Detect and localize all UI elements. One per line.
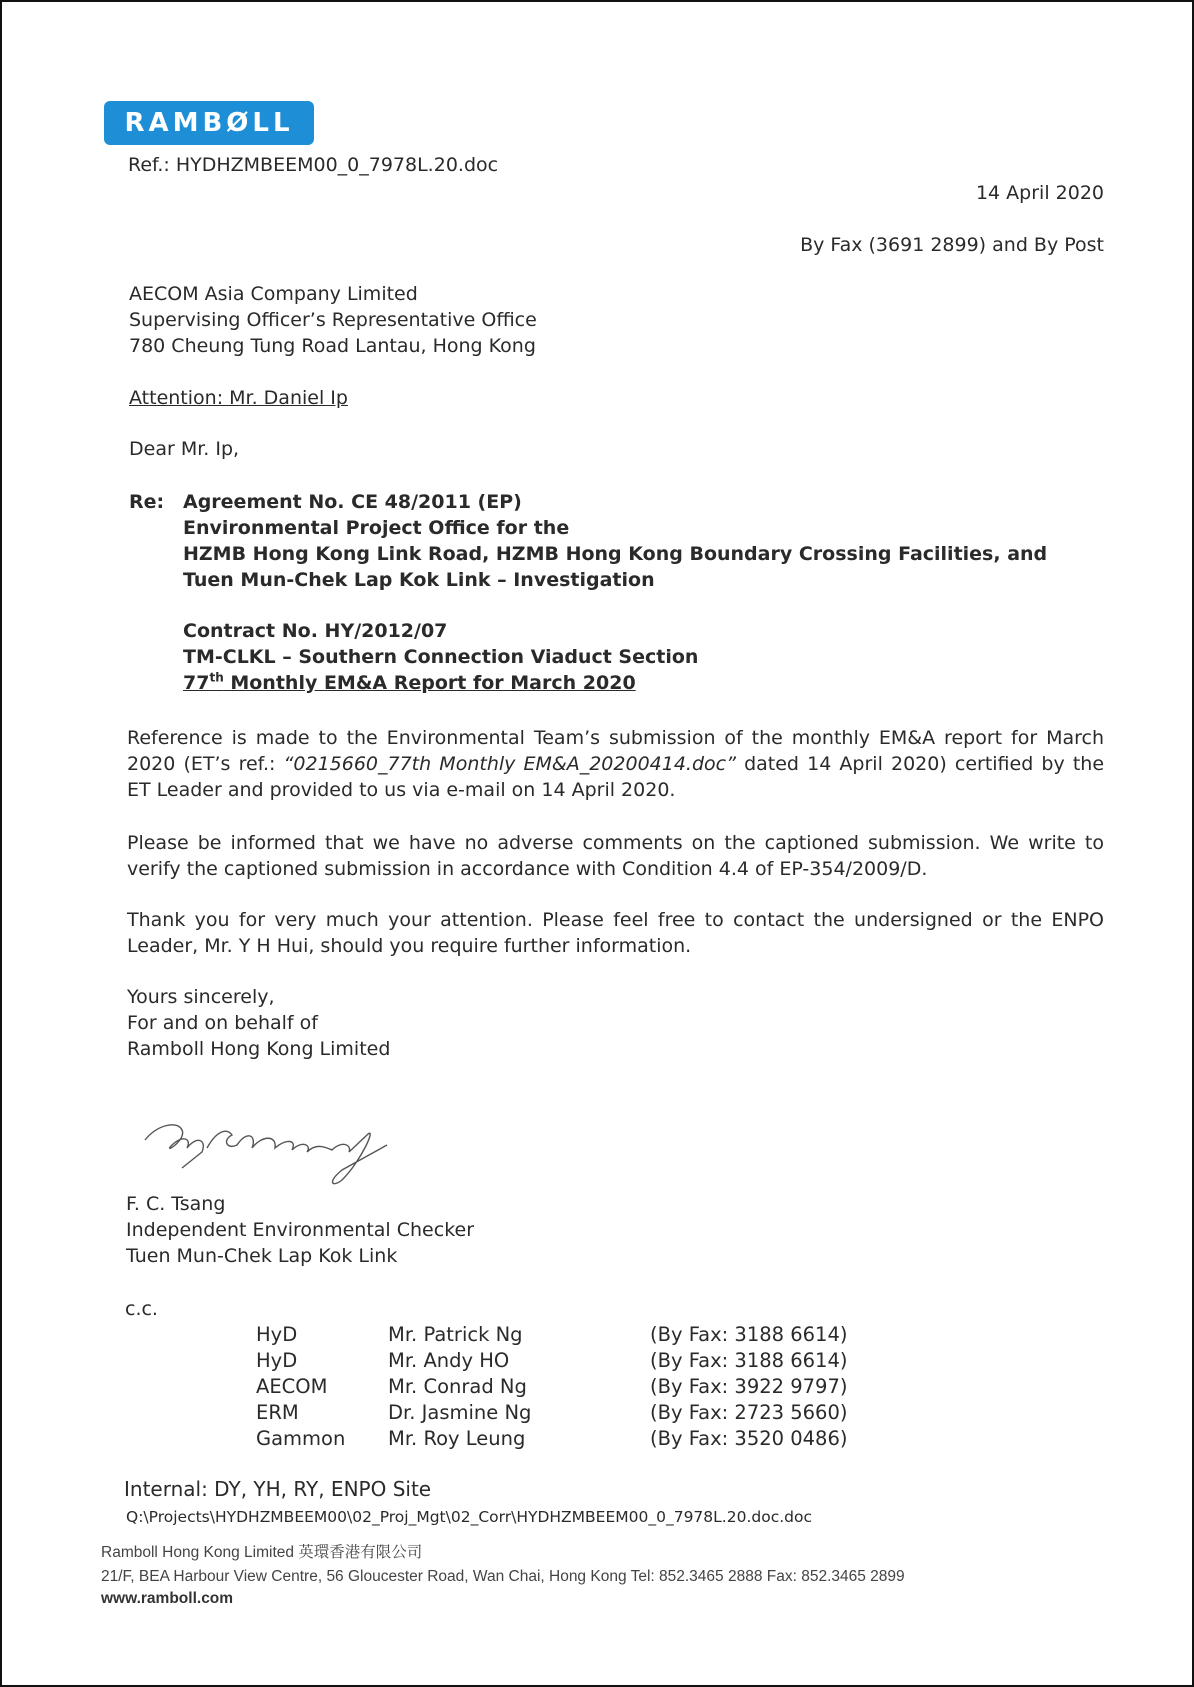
cc-row [256, 1322, 847, 1348]
reference-number: Ref.: HYDHZMBEEM00_0_7978L.20.doc [128, 154, 499, 176]
subject-label: Re: [129, 491, 165, 513]
closing-block [127, 984, 390, 1062]
et-reference: “0215660_77th Monthly EM&A_20200414.doc” [283, 753, 736, 775]
subject-line: Tuen Mun-Chek Lap Kok Link – Investigation [183, 569, 655, 591]
cc-org: AECOM [256, 1375, 328, 1398]
cc-name: Mr. Roy Leung [388, 1427, 526, 1450]
cc-org: ERM [256, 1401, 299, 1424]
cc-fax: (By Fax: 3520 0486) [650, 1427, 848, 1450]
cc-name: Mr. Andy HO [388, 1349, 510, 1372]
report-title: 77th Monthly EM&A Report for March 2020 [183, 670, 636, 694]
recipient-line: Supervising Officer’s Representative Office [129, 309, 537, 331]
attention-line: Attention: Mr. Daniel Ip [129, 387, 348, 409]
closing-line: Ramboll Hong Kong Limited [127, 1038, 391, 1060]
cc-row [256, 1374, 847, 1400]
cc-row [256, 1426, 847, 1452]
signature [137, 1110, 417, 1190]
salutation: Dear Mr. Ip, [129, 438, 240, 460]
cc-fax: (By Fax: 2723 5660) [650, 1401, 848, 1424]
delivery-method: By Fax (3691 2899) and By Post [800, 234, 1104, 256]
recipient-line: 780 Cheung Tung Road Lantau, Hong Kong [129, 335, 536, 357]
logo-text: RAMBØLL [124, 108, 294, 138]
body-paragraph-3: Thank you for very much your attention. Please feel free to contact the undersigned or the ENPO Leader, Mr. Y H Hui, should you require further information. [127, 909, 1104, 957]
cc-fax: (By Fax: 3922 9797) [650, 1375, 848, 1398]
recipient-line: AECOM Asia Company Limited [129, 283, 418, 305]
subject-line: Environmental Project Office for the [183, 517, 570, 539]
signatory-project: Tuen Mun-Chek Lap Kok Link [126, 1245, 398, 1267]
cc-name: Dr. Jasmine Ng [388, 1401, 532, 1424]
internal-distribution: Internal: DY, YH, RY, ENPO Site [124, 1477, 432, 1501]
file-path: Q:\Projects\HYDHZMBEEM00\02_Proj_Mgt\02_Corr\HYDHZMBEEM00_0_7978L.20.doc.doc [126, 1508, 812, 1526]
cc-row [256, 1348, 847, 1374]
signature-stroke [145, 1125, 387, 1184]
cc-list [256, 1322, 847, 1452]
closing-line: For and on behalf of [127, 1012, 318, 1034]
cc-fax: (By Fax: 3188 6614) [650, 1349, 848, 1372]
signatory-block [126, 1191, 474, 1269]
closing-line: Yours sincerely, [127, 986, 275, 1008]
cc-org: HyD [256, 1323, 298, 1346]
cc-org: HyD [256, 1349, 298, 1372]
ramboll-logo [104, 101, 314, 145]
subject-line: HZMB Hong Kong Link Road, HZMB Hong Kong Boundary Crossing Facilities, and [183, 543, 1048, 565]
cc-label: c.c. [125, 1298, 158, 1320]
subject-line: Agreement No. CE 48/2011 (EP) [183, 491, 522, 513]
cc-fax: (By Fax: 3188 6614) [650, 1323, 848, 1346]
signatory-name: F. C. Tsang [126, 1193, 226, 1215]
signatory-title: Independent Environmental Checker [126, 1219, 475, 1241]
body-paragraph-1: Reference is made to the Environmental Team’s submission of the monthly EM&A report for March 2020 (ET’s ref.: “0215660_77th Monthly EM&A_20200414.doc” dated 14 April 2020) certified by the ET Leader and provided to us via e-mail on 14 April 2020. [127, 727, 1105, 801]
cc-org: Gammon [256, 1427, 346, 1450]
cc-row [256, 1400, 847, 1426]
footer-address: 21/F, BEA Harbour View Centre, 56 Gloucester Road, Wan Chai, Hong Kong Tel: 852.3465 2888 Fax: 852.3465 2899 [101, 1568, 905, 1585]
cc-name: Mr. Conrad Ng [388, 1375, 527, 1398]
contract-line: TM-CLKL – Southern Connection Viaduct Section [183, 646, 699, 668]
footer-company: Ramboll Hong Kong Limited 英環香港有限公司 [101, 1544, 423, 1561]
recipient-address [129, 281, 537, 359]
contract-line: Contract No. HY/2012/07 [183, 620, 448, 642]
body-paragraph-2: Please be informed that we have no adverse comments on the captioned submission. We write to verify the captioned submission in accordance with Condition 4.4 of EP-354/2009/D. [127, 832, 1104, 880]
footer-website-link[interactable]: www.ramboll.com [101, 1590, 234, 1607]
letter-date: 14 April 2020 [975, 182, 1104, 204]
cc-name: Mr. Patrick Ng [388, 1323, 523, 1346]
